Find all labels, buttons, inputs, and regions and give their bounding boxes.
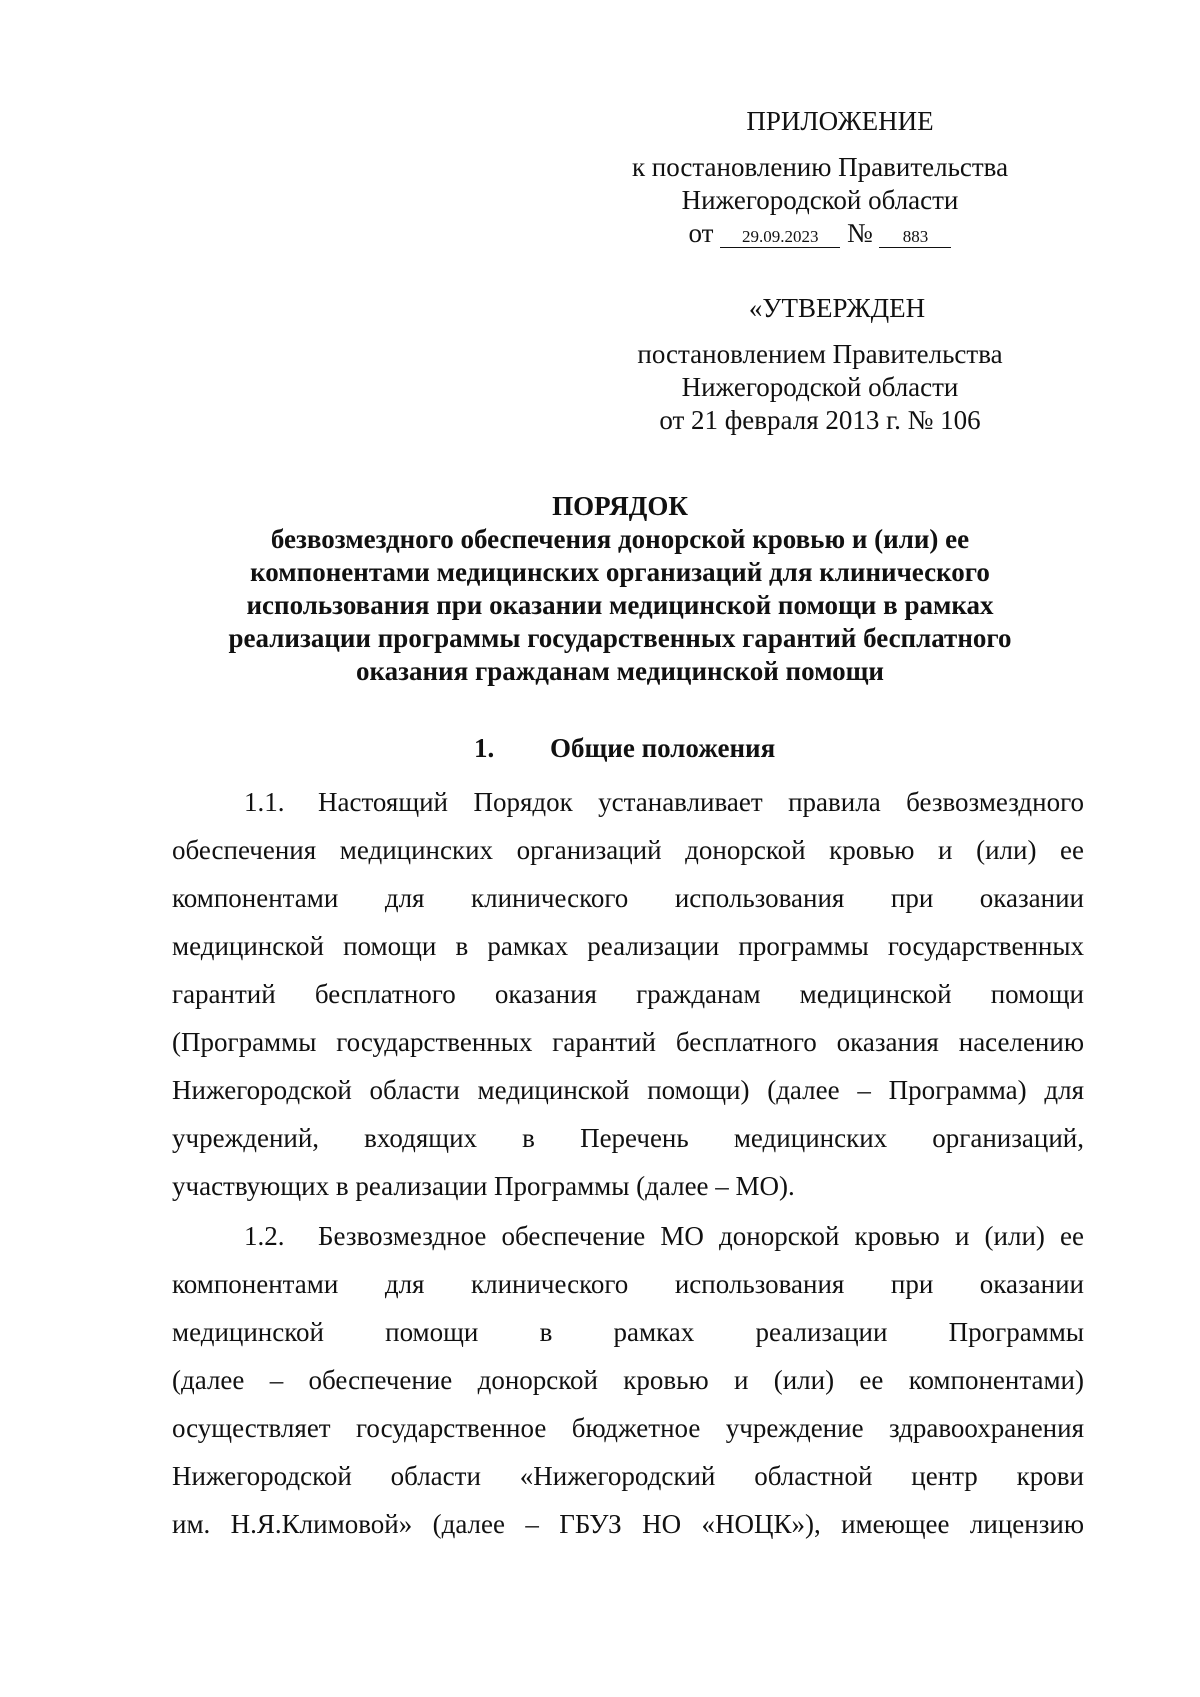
paragraph-line: осуществляет государственное бюджетное учреждение здравоохранения: [172, 1413, 1084, 1443]
appendix-line-1: к постановлению Правительства: [631, 152, 1009, 182]
paragraph-line: гарантий бесплатного оказания гражданам медицинской помощи: [172, 979, 1084, 1009]
paragraph-line: участвующих в реализации Программы (далее – МО).: [172, 1171, 795, 1201]
title-line: использования при оказании медицинской помощи в рамках: [246, 590, 994, 620]
paragraph-line: обеспечения медицинских организаций донорской кровью и (или) ее: [172, 835, 1084, 865]
approved-line-3: от 21 февраля 2013 г. № 106: [659, 405, 981, 435]
paragraph-line: компонентами для клинического использования при оказании: [172, 883, 1084, 913]
paragraph-line: медицинской помощи в рамках реализации Программы: [172, 1317, 1084, 1347]
paragraph-line: Нижегородской области «Нижегородский областной центр крови: [172, 1461, 1084, 1491]
paragraph-line: Нижегородской области медицинской помощи) (далее – Программа) для: [172, 1075, 1084, 1105]
title-line: реализации программы государственных гарантий бесплатного: [228, 623, 1012, 653]
paragraph-line: медицинской помощи в рамках реализации программы государственных: [172, 931, 1084, 961]
date-prefix: от: [688, 218, 714, 248]
document-title: [160, 490, 1080, 688]
appendix-date-line: [560, 217, 1080, 250]
appendix-header: [560, 105, 1080, 250]
paragraph-1-2: [172, 1212, 1084, 1548]
date-field: 29.09.2023: [720, 227, 840, 248]
title-line: оказания гражданам медицинской помощи: [355, 656, 884, 686]
number-field: 883: [879, 227, 951, 248]
section-title: Общие положения: [550, 733, 776, 763]
paragraph-line: 1.1. Настоящий Порядок устанавливает правила безвозмездного: [172, 778, 1084, 826]
appendix-title: ПРИЛОЖЕНИЕ: [746, 106, 934, 136]
approved-header: [560, 292, 1080, 437]
number-sign: №: [846, 218, 873, 248]
paragraph-line: им. Н.Я.Климовой» (далее – ГБУЗ НО «НОЦК»), имеющее лицензию: [172, 1509, 1084, 1539]
approved-title: «УТВЕРЖДЕН: [748, 293, 926, 323]
paragraph-line: компонентами для клинического использования при оказании: [172, 1269, 1084, 1299]
paragraph-line: учреждений, входящих в Перечень медицинских организаций,: [172, 1123, 1084, 1153]
paragraph-line: (далее – обеспечение донорской кровью и (или) ее компонентами): [172, 1365, 1084, 1395]
approved-line-1: постановлением Правительства: [637, 339, 1003, 369]
paragraph-number: 1.2.: [244, 1221, 285, 1251]
paragraph-line: (Программы государственных гарантий бесплатного оказания населению: [172, 1027, 1084, 1057]
paragraph-line: 1.2. Безвозмездное обеспечение МО донорской кровью и (или) ее: [172, 1212, 1084, 1260]
paragraph-1-1: [172, 778, 1084, 1210]
section-number: 1.: [474, 733, 495, 763]
paragraph-number: 1.1.: [244, 787, 285, 817]
title-line: компонентами медицинских организаций для клинического: [250, 557, 990, 587]
appendix-line-2: Нижегородской области: [681, 185, 959, 215]
document-heading: ПОРЯДОК: [552, 491, 688, 521]
approved-line-2: Нижегородской области: [681, 372, 959, 402]
title-line: безвозмездного обеспечения донорской кровью и (или) ее: [270, 524, 970, 554]
